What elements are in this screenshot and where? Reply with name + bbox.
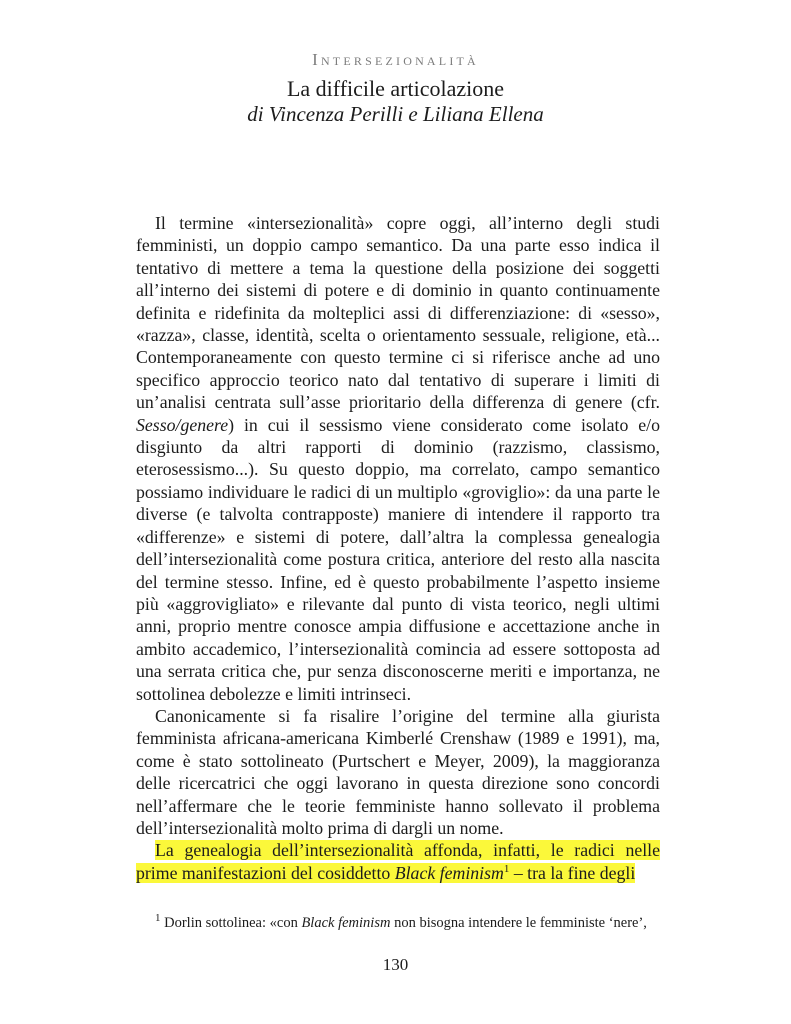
paragraph-3-text-b: – tra la fine degli <box>509 862 636 883</box>
paragraph-3 <box>136 839 660 884</box>
paragraph-2: Canonicamente si fa risalire l’origine del termine alla giurista femminista africana-americana Kimberlé Crenshaw (1989 e 1991), ma, come è stato sottolineato (Purtschert e Meyer, 2009), la maggioranza delle ricercatrici che oggi lavorano in questa direzione sono concordi nell’affermare che le teorie femministe hanno sollevato il problema dell’intersezionalità molto prima di dargli un nome. <box>136 705 660 838</box>
chapter-title: La difficile articolazione <box>286 76 505 101</box>
highlighted-passage <box>136 840 660 882</box>
chapter-authors: di Vincenza Perilli e Liliana Ellena <box>247 102 544 126</box>
footnote-text-a: Dorlin sottolinea: «con <box>160 915 302 931</box>
paragraph-1-text-b: ) in cui il sessismo viene considerato come isolato e/o disgiunto da altri rapporti di dominio (razzismo, classismo, eterosessismo...). Su questo doppio, ma correlato, campo semantico possiamo individuare le radici di un multiplo «groviglio»: da una parte le diverse (e talvolta contrapposte) maniere di intendere il rapporto tra «differenze» e sistemi di potere, dall’altra la complessa genealogia dell’intersezionalità come postura critica, anteriore del resto alla nascita del termine stesso. Infine, ed è questo probabilmente l’aspetto insieme più «aggrovigliato» e rilevante dal punto di vista teorico, negli ultimi anni, proprio mentre conosce ampia diffusione e accettazione anche in ambito accademico, l’intersezionalità comincia ad essere sottoposta ad una serrata critica che, pur senza disconoscerne meriti e importanza, ne sottolinea debolezze e limiti intrinseci. <box>136 414 660 704</box>
body-text <box>136 212 660 884</box>
black-feminism-term: Black feminism <box>394 862 504 883</box>
footnote-text-b: non bisogna intendere le femministe ‘nere’, <box>390 915 647 931</box>
footnote-number: 1 <box>155 912 161 925</box>
paragraph-3-text-a: La genealogia dell’intersezionalità affonda, infatti, le radici nelle prime manifestazioni del cosiddetto <box>136 840 660 883</box>
paragraph-1 <box>136 212 660 705</box>
paragraph-1-text-a: Il termine «intersezionalità» copre oggi, all’interno degli studi femministi, un doppio campo semantico. Da una parte esso indica il tentativo di mettere a tema la questione della posizione dei soggetti all’interno dei sistemi di potere e di dominio in quanto continuamente definita e ridefinita da molteplici assi di differenziazione: di «sesso», «razza», classe, identità, scelta o orientamento sessuale, religione, età... Contemporaneamente con questo termine ci si riferisce anche ad uno specifico approccio teorico nato dal tentativo di superare i limiti di un’analisi centrata sull’asse prioritario della differenza di genere (cfr. <box>136 213 660 413</box>
cross-reference: Sesso/genere <box>136 414 229 435</box>
footnote-1 <box>136 914 660 932</box>
footnote-term: Black feminism <box>301 915 391 931</box>
section-kicker: Intersezionalità <box>312 50 479 69</box>
page-number: 130 <box>382 955 409 974</box>
footnote-marker[interactable]: 1 <box>503 862 510 875</box>
